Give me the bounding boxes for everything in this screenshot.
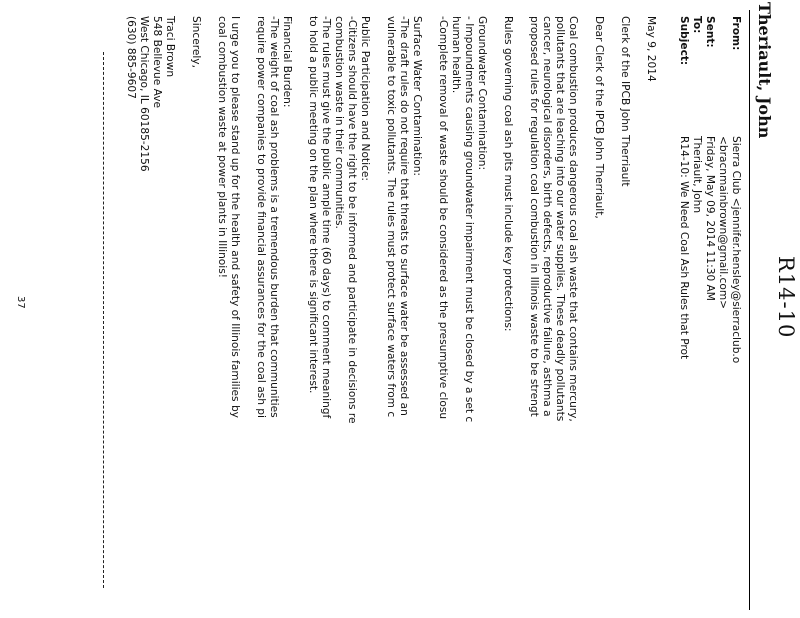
signature-line: (630) 885-9607 [125,16,137,99]
section-line: vulnerable to toxic pollutants. The rules must protect surface waters from c [385,16,397,418]
closing-line: I urge you to please stand up for the health and safety of Illinois families by [229,16,241,418]
section-line: -The weight of coal ash problems is a tremendous burden that communities [268,16,280,418]
sender-name: Theriault, John [755,2,774,139]
from-value-email: <bracnmainbrown@gmail.com> [717,136,729,310]
rules-intro: Rules governing coal ash pits must include key protections: [502,16,514,332]
intro-line: pollutants that are leaching into our water supplies. These deadly pollutants [554,16,566,422]
section-line: require power companies to provide financial assurances for the coal ash pi [255,16,267,418]
page-number: 37 [15,296,26,309]
intro-line: Coal combustion produces dangerous coal ash waste that contains mercury, [567,16,579,422]
intro-line: cancer, neurological disorders, birth defects, reproductive failure, asthma a [541,16,553,417]
section-heading: Financial Burden: [281,16,293,108]
intro-line: proposed rules for regulation coal combustion in Illinois waste to be strengt [528,16,540,417]
section-line: to hold a public meeting on the plan where there is significant interest. [307,16,319,394]
section-line: human health. [450,16,462,94]
sent-value: Friday, May 09, 2014 11:30 AM [704,136,716,301]
section-line: -The draft rules do not require that threats to surface water be assessed an [398,16,410,416]
sent-label: Sent: [704,16,716,48]
section-line: - Impoundments causing groundwater impairment must be closed by a set c [463,16,475,423]
salutation: Dear Clerk of the IPCB John Therriault, [593,16,605,219]
letter-date: May 9, 2014 [645,16,657,82]
to-value: Theriault, John [691,136,703,214]
from-label: From: [730,16,742,51]
recipient: Clerk of the IPCB John Therriault [619,16,631,187]
section-heading: Public Participation and Notice: [359,16,371,181]
from-value: Sierra Club <jennifer.hensley@sierraclub.o [730,136,742,364]
signature-line: West Chicago, IL 60185-2156 [138,16,150,172]
section-line: -The rules must give the public ample time (60 days) to comment meaningf [320,16,332,419]
section-heading: Surface Water Contamination: [411,16,423,176]
signature-line: 548 Bellevue Ave [151,16,163,109]
footer-dashed-rule [103,52,104,588]
subject-value: R14-10: We Need Coal Ash Rules that Prot [678,136,690,360]
section-heading: Groundwater Contamination: [476,16,488,171]
section-line: -Citizens should have the right to be informed and participate in decisions re [346,16,358,424]
section-line: combustion waste in their communities. [333,16,345,229]
signature-line: Traci Brown [164,16,176,78]
header-rule [749,10,750,610]
signoff: Sincerely, [190,16,202,68]
subject-label: Subject: [678,16,690,66]
to-label: To: [691,16,703,34]
document-id: R14-10 [774,256,798,339]
closing-line: coal combustion waste at power plants in Illinois! [216,16,228,278]
section-line: -Complete removal of waste should be considered as the presumptive closu [437,16,449,420]
